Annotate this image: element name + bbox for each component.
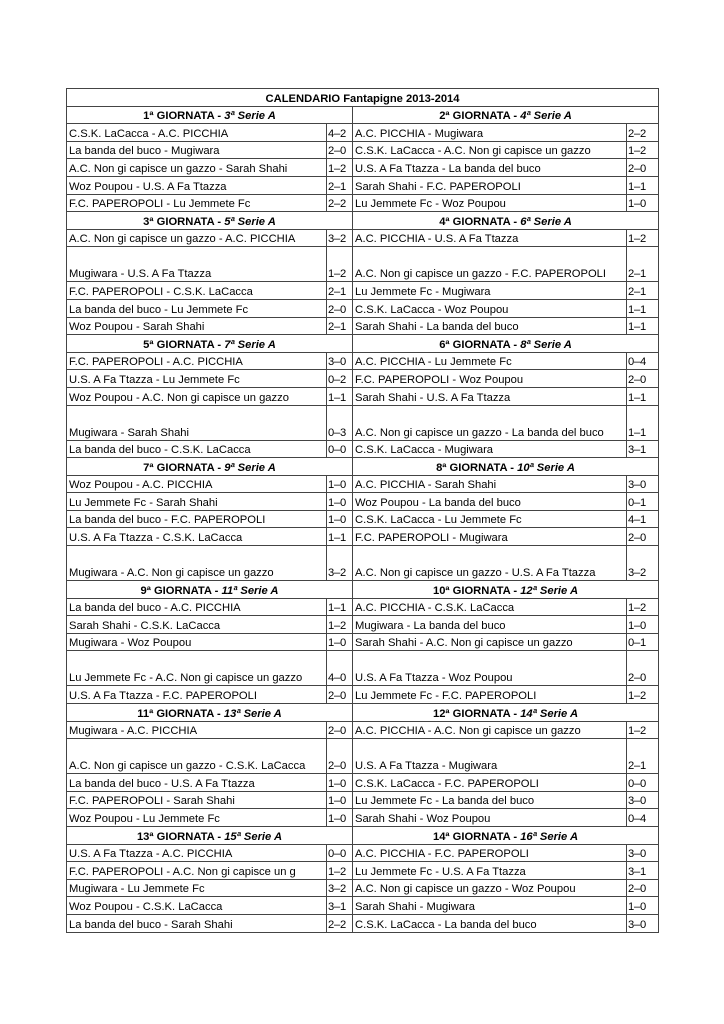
score-right: 0–1 bbox=[627, 493, 659, 511]
match-left: La banda del buco - Mugiwara bbox=[67, 141, 327, 159]
score-left: 0–0 bbox=[327, 440, 353, 458]
giornata-label: 7ª GIORNATA bbox=[143, 461, 215, 474]
calendar-body bbox=[67, 89, 659, 933]
match-right: A.C. Non gi capisce un gazzo - Woz Poupou bbox=[353, 879, 627, 897]
score-right: 1–1 bbox=[627, 387, 659, 405]
serie-label: 8ª Serie A bbox=[520, 338, 572, 351]
score-right: 1–1 bbox=[627, 176, 659, 194]
score-left: 2–1 bbox=[327, 282, 353, 300]
match-right: C.S.K. LaCacca - A.C. Non gi capisce un gazzo bbox=[353, 141, 627, 159]
match-right: Woz Poupou - La banda del buco bbox=[353, 493, 627, 511]
match-left: La banda del buco - C.S.K. LaCacca bbox=[67, 440, 327, 458]
serie-label: 12ª Serie A bbox=[520, 584, 579, 597]
match-row bbox=[67, 475, 659, 493]
giornata-label: 13ª GIORNATA bbox=[136, 830, 215, 843]
round-header-row bbox=[67, 827, 659, 845]
score-right: 1–0 bbox=[627, 616, 659, 634]
match-row bbox=[67, 774, 659, 792]
match-row bbox=[67, 791, 659, 809]
match-left: Mugiwara - U.S. A Fa Ttazza bbox=[67, 247, 327, 282]
score-left: 0–3 bbox=[327, 405, 353, 440]
score-left: 1–0 bbox=[327, 774, 353, 792]
score-left: 1–1 bbox=[327, 387, 353, 405]
match-row bbox=[67, 546, 659, 581]
score-right: 4–1 bbox=[627, 510, 659, 528]
score-right: 0–0 bbox=[627, 774, 659, 792]
giornata-label: 11ª GIORNATA bbox=[137, 707, 214, 720]
score-left: 0–2 bbox=[327, 370, 353, 388]
match-row bbox=[67, 124, 659, 142]
round-header-right: 2ª GIORNATA - 4ª Serie A bbox=[353, 106, 659, 124]
match-row bbox=[67, 317, 659, 335]
match-left: Lu Jemmete Fc - A.C. Non gi capisce un gazzo bbox=[67, 651, 327, 686]
round-header-row bbox=[67, 335, 659, 353]
score-left: 2–2 bbox=[327, 914, 353, 932]
match-left: Woz Poupou - Lu Jemmete Fc bbox=[67, 809, 327, 827]
match-right: U.S. A Fa Ttazza - La banda del buco bbox=[353, 159, 627, 177]
score-right: 1–1 bbox=[627, 299, 659, 317]
score-left: 2–1 bbox=[327, 317, 353, 335]
serie-label: 14ª Serie A bbox=[520, 707, 579, 720]
score-left: 1–0 bbox=[327, 633, 353, 651]
match-row bbox=[67, 352, 659, 370]
round-header-right: 8ª GIORNATA - 10ª Serie A bbox=[353, 458, 659, 476]
match-row bbox=[67, 862, 659, 880]
giornata-label: 6ª GIORNATA bbox=[439, 338, 511, 351]
score-right: 3–2 bbox=[627, 546, 659, 581]
match-row bbox=[67, 159, 659, 177]
match-row bbox=[67, 405, 659, 440]
match-right: Sarah Shahi - Woz Poupou bbox=[353, 809, 627, 827]
match-row bbox=[67, 387, 659, 405]
match-left: Lu Jemmete Fc - Sarah Shahi bbox=[67, 493, 327, 511]
score-right: 0–1 bbox=[627, 633, 659, 651]
round-header-left: 3ª GIORNATA - 5ª Serie A bbox=[67, 212, 353, 230]
match-row bbox=[67, 879, 659, 897]
match-right: A.C. Non gi capisce un gazzo - F.C. PAPEROPOLI bbox=[353, 247, 627, 282]
giornata-label: 8ª GIORNATA bbox=[436, 461, 508, 474]
score-left: 3–2 bbox=[327, 879, 353, 897]
match-row bbox=[67, 809, 659, 827]
serie-label: 15ª Serie A bbox=[224, 830, 283, 843]
match-left: F.C. PAPEROPOLI - A.C. Non gi capisce un g bbox=[67, 862, 327, 880]
giornata-label: 5ª GIORNATA bbox=[143, 338, 215, 351]
match-right: Lu Jemmete Fc - La banda del buco bbox=[353, 791, 627, 809]
score-left: 3–2 bbox=[327, 546, 353, 581]
match-left: Mugiwara - Lu Jemmete Fc bbox=[67, 879, 327, 897]
match-right: A.C. Non gi capisce un gazzo - La banda del buco bbox=[353, 405, 627, 440]
score-right: 1–2 bbox=[627, 721, 659, 739]
match-right: A.C. PICCHIA - U.S. A Fa Ttazza bbox=[353, 229, 627, 247]
match-row bbox=[67, 633, 659, 651]
match-row bbox=[67, 914, 659, 932]
match-right: C.S.K. LaCacca - Woz Poupou bbox=[353, 299, 627, 317]
score-left: 1–2 bbox=[327, 862, 353, 880]
match-row bbox=[67, 739, 659, 774]
title-row bbox=[67, 89, 659, 107]
match-left: U.S. A Fa Ttazza - Lu Jemmete Fc bbox=[67, 370, 327, 388]
score-left: 1–1 bbox=[327, 598, 353, 616]
match-right: F.C. PAPEROPOLI - Woz Poupou bbox=[353, 370, 627, 388]
match-row bbox=[67, 194, 659, 212]
round-header-row bbox=[67, 704, 659, 722]
round-header-left: 9ª GIORNATA - 11ª Serie A bbox=[67, 581, 353, 599]
match-left: Sarah Shahi - C.S.K. LaCacca bbox=[67, 616, 327, 634]
score-left: 1–2 bbox=[327, 247, 353, 282]
score-left: 3–0 bbox=[327, 352, 353, 370]
match-left: Mugiwara - A.C. PICCHIA bbox=[67, 721, 327, 739]
score-right: 1–1 bbox=[627, 317, 659, 335]
score-right: 3–1 bbox=[627, 440, 659, 458]
match-left: Mugiwara - A.C. Non gi capisce un gazzo bbox=[67, 546, 327, 581]
match-right: A.C. PICCHIA - F.C. PAPEROPOLI bbox=[353, 844, 627, 862]
score-left: 1–0 bbox=[327, 791, 353, 809]
score-right: 3–0 bbox=[627, 475, 659, 493]
round-header-right: 10ª GIORNATA - 12ª Serie A bbox=[353, 581, 659, 599]
giornata-label: 4ª GIORNATA bbox=[439, 215, 511, 228]
match-left: La banda del buco - Sarah Shahi bbox=[67, 914, 327, 932]
serie-label: 13ª Serie A bbox=[223, 707, 282, 720]
score-right: 1–0 bbox=[627, 897, 659, 915]
match-row bbox=[67, 844, 659, 862]
match-left: F.C. PAPEROPOLI - Lu Jemmete Fc bbox=[67, 194, 327, 212]
match-right: Mugiwara - La banda del buco bbox=[353, 616, 627, 634]
round-header-row bbox=[67, 581, 659, 599]
match-left: U.S. A Fa Ttazza - C.S.K. LaCacca bbox=[67, 528, 327, 546]
match-right: C.S.K. LaCacca - La banda del buco bbox=[353, 914, 627, 932]
score-right: 2–1 bbox=[627, 247, 659, 282]
match-row bbox=[67, 598, 659, 616]
serie-label: 9ª Serie A bbox=[224, 461, 276, 474]
match-left: Woz Poupou - U.S. A Fa Ttazza bbox=[67, 176, 327, 194]
match-left: Mugiwara - Sarah Shahi bbox=[67, 405, 327, 440]
score-left: 1–2 bbox=[327, 159, 353, 177]
match-left: F.C. PAPEROPOLI - C.S.K. LaCacca bbox=[67, 282, 327, 300]
score-left: 2–0 bbox=[327, 299, 353, 317]
score-left: 3–2 bbox=[327, 229, 353, 247]
match-right: C.S.K. LaCacca - Lu Jemmete Fc bbox=[353, 510, 627, 528]
match-row bbox=[67, 721, 659, 739]
serie-label: 16ª Serie A bbox=[520, 830, 579, 843]
match-row bbox=[67, 528, 659, 546]
match-left: La banda del buco - F.C. PAPEROPOLI bbox=[67, 510, 327, 528]
match-right: C.S.K. LaCacca - Mugiwara bbox=[353, 440, 627, 458]
page-title: CALENDARIO Fantapigne 2013-2014 bbox=[67, 89, 659, 107]
score-left: 2–0 bbox=[327, 141, 353, 159]
score-right: 3–0 bbox=[627, 844, 659, 862]
match-left: La banda del buco - U.S. A Fa Ttazza bbox=[67, 774, 327, 792]
score-right: 2–0 bbox=[627, 651, 659, 686]
score-right: 2–0 bbox=[627, 159, 659, 177]
score-left: 2–2 bbox=[327, 194, 353, 212]
match-row bbox=[67, 510, 659, 528]
serie-label: 6ª Serie A bbox=[520, 215, 572, 228]
match-right: Sarah Shahi - A.C. Non gi capisce un gazzo bbox=[353, 633, 627, 651]
match-row bbox=[67, 616, 659, 634]
round-header-right: 14ª GIORNATA - 16ª Serie A bbox=[353, 827, 659, 845]
serie-label: 10ª Serie A bbox=[517, 461, 575, 474]
score-right: 3–0 bbox=[627, 914, 659, 932]
round-header-right: 6ª GIORNATA - 8ª Serie A bbox=[353, 335, 659, 353]
round-header-left: 11ª GIORNATA - 13ª Serie A bbox=[67, 704, 353, 722]
score-right: 2–0 bbox=[627, 370, 659, 388]
score-left: 0–0 bbox=[327, 844, 353, 862]
match-left: A.C. Non gi capisce un gazzo - Sarah Shahi bbox=[67, 159, 327, 177]
serie-label: 7ª Serie A bbox=[224, 338, 276, 351]
score-left: 2–0 bbox=[327, 686, 353, 704]
score-right: 1–2 bbox=[627, 598, 659, 616]
score-right: 3–0 bbox=[627, 791, 659, 809]
match-right: A.C. PICCHIA - A.C. Non gi capisce un gazzo bbox=[353, 721, 627, 739]
match-row bbox=[67, 440, 659, 458]
match-left: F.C. PAPEROPOLI - A.C. PICCHIA bbox=[67, 352, 327, 370]
score-right: 2–0 bbox=[627, 528, 659, 546]
round-header-left: 5ª GIORNATA - 7ª Serie A bbox=[67, 335, 353, 353]
score-left: 1–0 bbox=[327, 493, 353, 511]
match-right: F.C. PAPEROPOLI - Mugiwara bbox=[353, 528, 627, 546]
score-left: 4–0 bbox=[327, 651, 353, 686]
score-left: 2–1 bbox=[327, 176, 353, 194]
match-right: A.C. PICCHIA - Sarah Shahi bbox=[353, 475, 627, 493]
giornata-label: 3ª GIORNATA bbox=[143, 215, 215, 228]
giornata-label: 1ª GIORNATA bbox=[143, 110, 215, 123]
match-left: La banda del buco - A.C. PICCHIA bbox=[67, 598, 327, 616]
match-row bbox=[67, 370, 659, 388]
score-left: 2–0 bbox=[327, 721, 353, 739]
match-right: A.C. Non gi capisce un gazzo - U.S. A Fa Ttazza bbox=[353, 546, 627, 581]
match-right: Sarah Shahi - U.S. A Fa Ttazza bbox=[353, 387, 627, 405]
score-left: 1–0 bbox=[327, 510, 353, 528]
score-right: 1–0 bbox=[627, 194, 659, 212]
round-header-right: 12ª GIORNATA - 14ª Serie A bbox=[353, 704, 659, 722]
match-left: C.S.K. LaCacca - A.C. PICCHIA bbox=[67, 124, 327, 142]
match-right: Sarah Shahi - Mugiwara bbox=[353, 897, 627, 915]
round-header-left: 1ª GIORNATA - 3ª Serie A bbox=[67, 106, 353, 124]
match-right: Lu Jemmete Fc - U.S. A Fa Ttazza bbox=[353, 862, 627, 880]
round-header-left: 7ª GIORNATA - 9ª Serie A bbox=[67, 458, 353, 476]
round-header-row bbox=[67, 212, 659, 230]
match-left: F.C. PAPEROPOLI - Sarah Shahi bbox=[67, 791, 327, 809]
score-right: 2–1 bbox=[627, 739, 659, 774]
giornata-label: 14ª GIORNATA bbox=[432, 830, 511, 843]
giornata-label: 10ª GIORNATA bbox=[432, 584, 511, 597]
serie-label: 4ª Serie A bbox=[520, 110, 572, 123]
score-right: 0–4 bbox=[627, 352, 659, 370]
match-row bbox=[67, 651, 659, 686]
score-left: 1–1 bbox=[327, 528, 353, 546]
match-row bbox=[67, 686, 659, 704]
match-row bbox=[67, 282, 659, 300]
score-right: 2–0 bbox=[627, 879, 659, 897]
match-right: Sarah Shahi - La banda del buco bbox=[353, 317, 627, 335]
match-row bbox=[67, 897, 659, 915]
score-right: 1–2 bbox=[627, 141, 659, 159]
match-left: A.C. Non gi capisce un gazzo - A.C. PICCHIA bbox=[67, 229, 327, 247]
match-row bbox=[67, 299, 659, 317]
calendar-table bbox=[66, 88, 659, 933]
score-right: 1–1 bbox=[627, 405, 659, 440]
score-right: 3–1 bbox=[627, 862, 659, 880]
match-right: U.S. A Fa Ttazza - Woz Poupou bbox=[353, 651, 627, 686]
match-right: Lu Jemmete Fc - F.C. PAPEROPOLI bbox=[353, 686, 627, 704]
match-right: Lu Jemmete Fc - Woz Poupou bbox=[353, 194, 627, 212]
match-row bbox=[67, 247, 659, 282]
match-right: Lu Jemmete Fc - Mugiwara bbox=[353, 282, 627, 300]
giornata-label: 9ª GIORNATA bbox=[140, 584, 212, 597]
match-right: A.C. PICCHIA - Lu Jemmete Fc bbox=[353, 352, 627, 370]
match-right: Sarah Shahi - F.C. PAPEROPOLI bbox=[353, 176, 627, 194]
score-right: 1–2 bbox=[627, 229, 659, 247]
serie-label: 5ª Serie A bbox=[224, 215, 276, 228]
score-right: 0–4 bbox=[627, 809, 659, 827]
match-left: Woz Poupou - C.S.K. LaCacca bbox=[67, 897, 327, 915]
match-left: Mugiwara - Woz Poupou bbox=[67, 633, 327, 651]
match-left: Woz Poupou - A.C. Non gi capisce un gazzo bbox=[67, 387, 327, 405]
score-left: 2–0 bbox=[327, 739, 353, 774]
score-left: 4–2 bbox=[327, 124, 353, 142]
match-left: U.S. A Fa Ttazza - F.C. PAPEROPOLI bbox=[67, 686, 327, 704]
score-left: 1–2 bbox=[327, 616, 353, 634]
match-right: C.S.K. LaCacca - F.C. PAPEROPOLI bbox=[353, 774, 627, 792]
round-header-left: 13ª GIORNATA - 15ª Serie A bbox=[67, 827, 353, 845]
match-row bbox=[67, 493, 659, 511]
match-row bbox=[67, 141, 659, 159]
score-right: 2–2 bbox=[627, 124, 659, 142]
match-row bbox=[67, 176, 659, 194]
round-header-row bbox=[67, 106, 659, 124]
score-right: 2–1 bbox=[627, 282, 659, 300]
match-right: A.C. PICCHIA - C.S.K. LaCacca bbox=[353, 598, 627, 616]
round-header-right: 4ª GIORNATA - 6ª Serie A bbox=[353, 212, 659, 230]
serie-label: 11ª Serie A bbox=[221, 584, 279, 597]
match-right: U.S. A Fa Ttazza - Mugiwara bbox=[353, 739, 627, 774]
match-left: A.C. Non gi capisce un gazzo - C.S.K. LaCacca bbox=[67, 739, 327, 774]
match-left: U.S. A Fa Ttazza - A.C. PICCHIA bbox=[67, 844, 327, 862]
match-left: Woz Poupou - Sarah Shahi bbox=[67, 317, 327, 335]
round-header-row bbox=[67, 458, 659, 476]
score-left: 1–0 bbox=[327, 809, 353, 827]
match-right: A.C. PICCHIA - Mugiwara bbox=[353, 124, 627, 142]
score-left: 1–0 bbox=[327, 475, 353, 493]
match-left: La banda del buco - Lu Jemmete Fc bbox=[67, 299, 327, 317]
score-right: 1–2 bbox=[627, 686, 659, 704]
giornata-label: 12ª GIORNATA bbox=[432, 707, 511, 720]
giornata-label: 2ª GIORNATA bbox=[439, 110, 511, 123]
match-left: Woz Poupou - A.C. PICCHIA bbox=[67, 475, 327, 493]
serie-label: 3ª Serie A bbox=[224, 110, 276, 123]
match-row bbox=[67, 229, 659, 247]
score-left: 3–1 bbox=[327, 897, 353, 915]
